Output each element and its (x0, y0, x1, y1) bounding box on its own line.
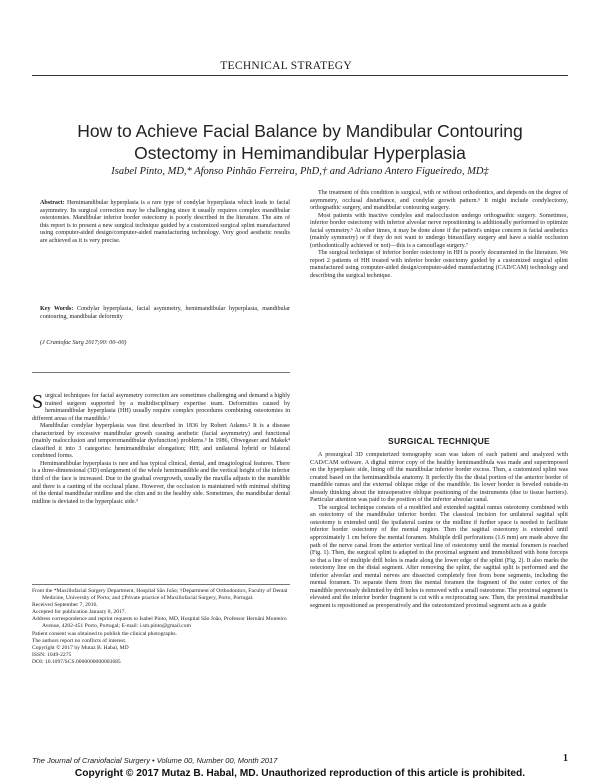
keywords-text: Condylar hyperplasia, facial asymmetry, hemimandibular hyperplasia, mandibular contouring, mandibular deformity (40, 306, 290, 320)
footnote-received: Received September 7, 2016. (32, 602, 98, 609)
keywords-label: Key Words: (40, 306, 74, 312)
abstract-label: Abstract: (40, 200, 65, 206)
footnote-copyright: Copyright © 2017 by Mutaz B. Habal, MD (32, 644, 129, 651)
page-number: 1 (563, 753, 568, 764)
header-rule (32, 75, 568, 76)
footnote-address: Address correspondence and reprint requests to Isabel Pinto, MD, Hospital São João, Professor Hernâni Monteiro Avenue, 4202-451 Porto, Portugal; E-mail: i.sm.pinto@gmail.com (32, 616, 287, 630)
paragraph: Mandibular condylar hyperplasia was first described in 1836 by Robert Adams.² It is a disease characterized by excessive mandibular growth causing aesthetic (facial asymmetry) and functional (mainly malocclusion and temporomandibular dysfunction) problems.³ In 1986, Obwegeser and Makek⁴ classified it into 3 categories: hemimandibular elongation; HH; and unilateral hybrid or bilateral combined forms. (32, 423, 290, 460)
section-heading: SURGICAL TECHNIQUE (387, 436, 491, 446)
paragraph: Most patients with inactive condyles and malocclusion undergo orthognathic surgery. Sometimes, inferior border ostectomy with inferior alveolar nerve repositioning is additionally performed to optimize facial symmetry.⁶ At other times, it may be done alone if the patient's unique concern is facial aesthetics (mainly symmetry) or if they do not want to undergo bimaxillary surgery and have a stable occlusion (orthodontically achieved or not)—this is a camouflage surgery.⁷ (310, 212, 568, 249)
paragraph: urgical techniques for facial asymmetry correction are sometimes challenging and demand a highly trained surgeon supported by a multidisciplinary expertise team. Deformities caused by hemimandibular hyperplasia (HH) usually require complex procedures combining osteotomies in different areas of the mandible.¹ (32, 393, 290, 422)
right-column-intro (310, 190, 568, 281)
abstract (40, 200, 290, 245)
footnote-rule (32, 584, 290, 585)
journal-footer: The Journal of Craniofacial Surgery • Volume 00, Number 00, Month 2017 (32, 756, 278, 765)
keywords (40, 306, 290, 321)
paragraph: The treatment of this condition is surgical, with or without orthodontics, and depends on the degree of asymmetry, occlusal disturbance, and condylar growth pattern.⁵ It might include condylectomy, orthognathic surgery, and mandibular contouring surgery. (310, 190, 568, 212)
abstract-text: Hemimandibular hyperplasia is a rare type of condylar hyperplasia which leads to facial asymmetry. Its surgical correction may be challenging since it usually requires complex mandibular osteotomies. Mandibular inferior border ostectomy is poorly described in the literature. The aim of this report is to present a new surgical technique guided by a customized surgical splint manufactured using computer-aided design/computer-aided manufacturing technology. Very good aesthetic results are achieved as it is very precise. (40, 200, 290, 244)
right-column-technique (310, 452, 568, 610)
section-label: TECHNICAL STRATEGY (220, 60, 352, 72)
footnote-issn: ISSN: 1049-2275 (32, 651, 72, 658)
paragraph: The surgical technique consists of a modified and extended sagittal ramus osteotomy combined with an ostectomy of the mandibular inferior border. The classical incision for unilateral sagittal split osteotomy is extended until the ipsilateral canine or the midline if further space is needed to facilitate inferior border ostectomy of the mental region. Then the sagittal osteotomy is extended until approximately 1 cm before the mental foramen. Multiple drill perforations (1.6 mm) are made above the path of the nerve canal from the anterior vertical line of osteotomy until the mental foramen is reached (Fig. 1). Then, the surgical splint is adapted to the proximal segment and immobilized with bone forceps so that a line of multiple drill holes is made along the lower edge of the splint (Fig. 2). It also marks the ostectomy line on the distal segment. After removing the splint, the sagittal split is performed and the inferior alveolar and mental nerves are dissected completely free from bone segments, including the mental foramen. To separate them from the mental foramen the fragment of the outer cortex of the mandible previously delimited by drill holes is removed with a small osteotome. The proximal segment is elevated and the inferior border fragment is cut with a reciprocating saw. Then, the proximal mandibular segment is repositioned as preoperatively and the osteotomized proximal segment acts as a guide (310, 504, 568, 609)
paragraph: A presurgical 3D computerized tomography scan was taken of each patient and analyzed with CAD/CAM software. A digital mirror copy of the healthy hemimandibula was made and superimposed on the hyperplasic side, lining off the mandibular inferior border excess. Then, a customized splint was created based on the hemimandibula anatomy. It perfectly fits the distal portion of the anterior border of mandible ramus and the external oblique ridge of the mandible. Its lower border is beveled outside-in already thinking about the intraoperative oblique positioning of the instruments (due to tissue barriers). Particular attention was paid to the position of the inferior alveolar canal. (310, 452, 568, 504)
footnote-accepted: Accepted for publication January 8, 2017. (32, 609, 126, 616)
copyright-notice: Copyright © 2017 Mutaz B. Habal, MD. Unauthorized reproduction of this article is prohibited. (74, 768, 526, 779)
footnotes (32, 588, 290, 666)
author-line: Isabel Pinto, MD,* Afonso Pinhão Ferreira, PhD,† and Adriano Antero Figueiredo, MD‡ (111, 166, 489, 177)
drop-cap: S (32, 391, 44, 413)
paragraph: The surgical technique of inferior border ostectomy in HH is poorly documented in the literature. We report 2 patients of HH treated with inferior border ostectomy guided by a customized surgical splint manufactured using computer-aided design/computer-aided manufacturing (CAD/CAM) technology and describing the surgical technique. (310, 250, 568, 280)
footnote-doi: DOI: 10.1097/SCS.0000000000003685 (32, 658, 121, 665)
footnote-affiliations: From the *Maxillofacial Surgery Department, Hospital São João; †Department of Orthodontics, Faculty of Dental Medicine, University of Porto; and ‡Private practice of Maxillofacial Surgery, Porto, Portugal. (32, 588, 288, 602)
left-column-body (32, 393, 290, 506)
citation: (J Craniofac Surg 2017;00: 00–00) (40, 340, 127, 346)
footnote-consent: Patient consent was obtained to publish the clinical photographs. (32, 630, 177, 637)
footnote-conflicts: The authors report no conflicts of interest. (32, 637, 127, 644)
article-title: How to Achieve Facial Balance by Mandibular Contouring Ostectomy in Hemimandibular Hyperplasia (77, 121, 523, 163)
paragraph: Hemimandibular hyperplasia is rare and has typical clinical, dental, and imagiological features. There is a three-dimensional (3D) enlargement of the whole hemimandible and the vertical height of the inferior third of the face is increased. Due to the gradual overgrowth, usually the maxilla adjusts to the mandible and there is a canting of the occlusal plane. However, the occlusion is maintained with minimal shifting of the dental mandibular midline and the chin and to the healthy side. Sometimes, the mandibular dental midline is deviated to the hyperplasic side.⁵ (32, 460, 290, 505)
